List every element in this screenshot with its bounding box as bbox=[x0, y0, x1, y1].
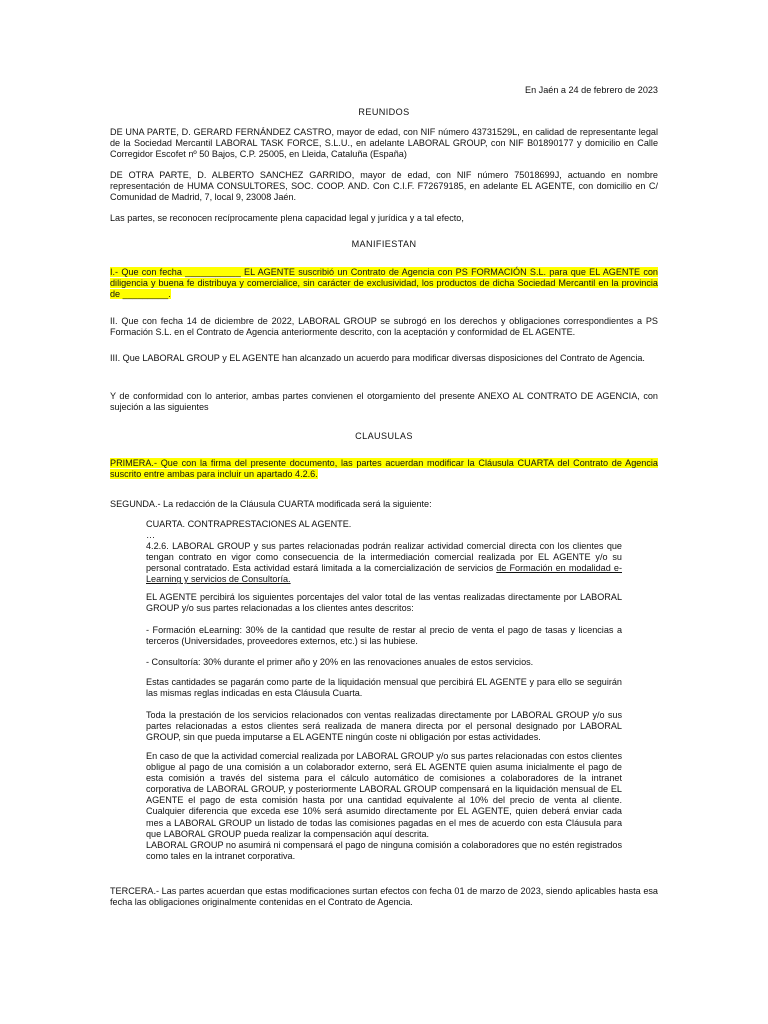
clause-426-text: 4.2.6. LABORAL GROUP y sus partes relacionadas podrán realizar actividad comercial directa con los clientes que tengan contrato en vigor como consecuencia de la intermediación comercial realizada por EL AGENTE y/o su personal contratado. Esta actividad estará limitada a la comercialización de servicios bbox=[146, 541, 622, 574]
payment-paragraph: Estas cantidades se pagarán como parte de la liquidación mensual que percibirá EL AGENTE y para ello se seguirán las mismas reglas indicadas en esta Cláusula Cuarta. bbox=[146, 677, 622, 699]
conformity-paragraph: Y de conformidad con lo anterior, ambas partes convienen el otorgamiento del presente ANEXO AL CONTRATO DE AGENCIA, con sujeción a las siguientes bbox=[110, 391, 658, 413]
manifest-i-highlight: I.- Que con fecha ___________ EL AGENTE suscribió un Contrato de Agencia con PS FORMACIÓN S.L. para que EL AGENTE con diligencia y buena fe distribuya y comercialice, sin carácter de exclusividad, los productos de dicha Sociedad Mercantil en la provincia de _________. bbox=[110, 267, 658, 300]
heading-manifiestan: MANIFIESTAN bbox=[351, 239, 417, 249]
commission-paragraph: En caso de que la actividad comercial realizada por LABORAL GROUP y/o sus partes relacionadas con estos clientes obligue al pago de una comisión a un colaborador externo, será EL AGENTE quien asuma inicialmente el pago de esta comisión a través del sistema para el cálculo automático de comisiones a colaboradores de la intranet corporativa de LABORAL GROUP, y posteriormente LABORAL GROUP compensará en la liquidación mensual de EL AGENTE el pago de esta comisión hasta por una cantidad equivalente al 10% del precio de venta al cliente. Cualquier diferencia que exceda ese 10% será asumido directamente por EL AGENTE, quien deberá enviar cada mes a LABORAL GROUP un listado de todas las comisiones pagadas en el mes de acuerdo con esta Cláusula para que LABORAL GROUP pueda realizar la compensación aquí descrita. LABORAL GROUP no asumirá ni compensará el pago de ninguna comisión a colaboradores que no estén registrados como tales en la intranet corporativa. bbox=[146, 751, 622, 861]
elearning-item: - Formación eLearning: 30% de la cantidad que resulte de restar al precio de venta el pago de tasas y licencias a terceros (Universidades, proveedores externos, etc.) si las hubiese. bbox=[146, 625, 622, 647]
clause-primera-highlight: PRIMERA.- Que con la firma del presente documento, las partes acuerdan modificar la Cláusula CUARTA del Contrato de Agencia suscrito entre ambas para incluir un apartado 4.2.6. bbox=[110, 458, 658, 480]
manifest-iii-paragraph: III. Que LABORAL GROUP y EL AGENTE han alcanzado un acuerdo para modificar diversas disposiciones del Contrato de Agencia. bbox=[110, 353, 645, 363]
manifest-i-paragraph bbox=[110, 267, 658, 300]
clause-cuarta-ellipsis: … bbox=[146, 530, 156, 540]
consulting-item: - Consultoría: 30% durante el primer año y 20% en las renovaciones anuales de estos servicios. bbox=[146, 657, 534, 667]
clause-primera bbox=[110, 458, 658, 480]
services-paragraph: Toda la prestación de los servicios relacionados con ventas realizadas directamente por LABORAL GROUP y/o sus partes relacionadas a estos clientes será realizada de manera directa por el personal designado por LABORAL GROUP, sin que pueda imputarse a EL AGENTE ningún coste ni obligación por estas actividades. bbox=[146, 710, 622, 743]
clause-segunda: SEGUNDA.- La redacción de la Cláusula CUARTA modificada será la siguiente: bbox=[110, 499, 432, 509]
capacity-paragraph: Las partes, se reconocen recíprocamente plena capacidad legal y jurídica y a tal efecto, bbox=[110, 213, 464, 223]
heading-clausulas: CLAUSULAS bbox=[355, 431, 413, 441]
clause-426-underlined: de Formación en modalidad e-Learning y servicios de Consultoría. bbox=[146, 563, 622, 585]
clause-426-paragraph bbox=[146, 541, 622, 585]
percentages-paragraph: EL AGENTE percibirá los siguientes porcentajes del valor total de las ventas realizadas directamente por LABORAL GROUP y/o sus partes relacionadas a los clientes antes descritos: bbox=[146, 592, 622, 614]
heading-reunidos: REUNIDOS bbox=[358, 107, 410, 117]
party-one-paragraph: DE UNA PARTE, D. GERARD FERNÁNDEZ CASTRO, mayor de edad, con NIF número 43731529L, en calidad de representante legal de la Sociedad Mercantil LABORAL TASK FORCE, S.L.U., en adelante LABORAL GROUP, con NIF B01890177 y domicilio en Calle Corregidor Escofet nº 50 Bajos, C.P. 25005, en Lleida, Cataluña (España) bbox=[110, 127, 658, 160]
clause-tercera: TERCERA.- Las partes acuerdan que estas modificaciones surtan efectos con fecha 01 de marzo de 2023, siendo aplicables hasta esa fecha las obligaciones originalmente contenidas en el Contrato de Agencia. bbox=[110, 886, 658, 908]
manifest-ii-paragraph: II. Que con fecha 14 de diciembre de 2022, LABORAL GROUP se subrogó en los derechos y obligaciones correspondientes a PS Formación S.L. en el Contrato de Agencia anteriormente descrito, con la aceptación y conformidad de EL AGENTE. bbox=[110, 316, 658, 338]
party-two-paragraph: DE OTRA PARTE, D. ALBERTO SANCHEZ GARRIDO, mayor de edad, con NIF número 75018699J, actuando en nombre representación de HUMA CONSULTORES, SOC. COOP. AND. Con C.I.F. F72679185, en adelante EL AGENTE, con domicilio en C/ Comunidad de Madrid, 7, local 9, 23008 Jaén. bbox=[110, 170, 658, 203]
clause-cuarta-title: CUARTA. CONTRAPRESTACIONES AL AGENTE. bbox=[146, 519, 352, 529]
date-line: En Jaén a 24 de febrero de 2023 bbox=[525, 85, 658, 95]
